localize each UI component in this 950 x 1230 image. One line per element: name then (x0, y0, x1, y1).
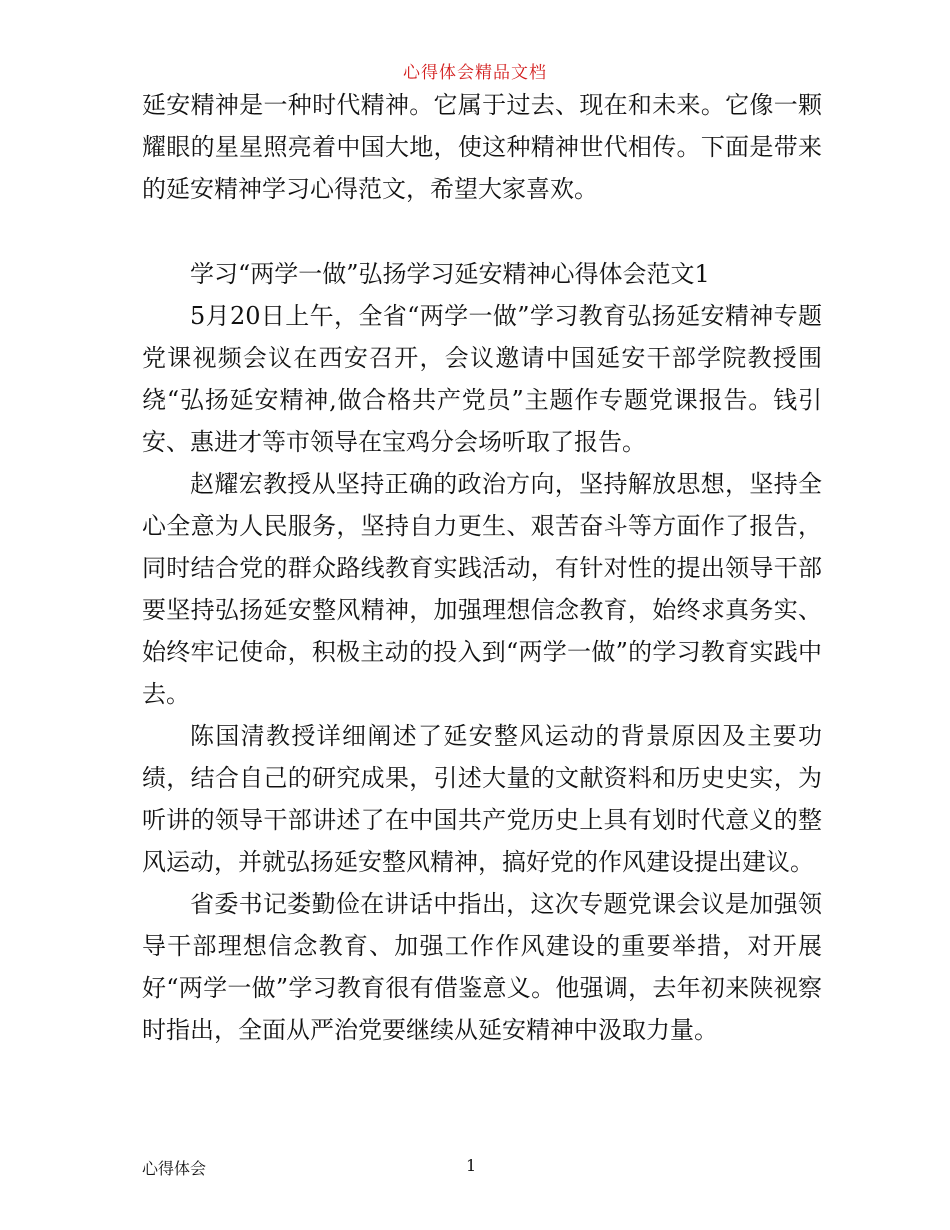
page-number: 1 (466, 1156, 477, 1175)
body-paragraph: 省委书记娄勤俭在讲话中指出，这次专题党课会议是加强领导干部理想信念教育、加强工作作风建设的重要举措，对开展好“两学一做”学习教育很有借鉴意义。他强调，去年初来陕视察时指出，全面从严治党要继续从延安精神中汲取力量。 (142, 890, 822, 1044)
document-body (142, 84, 822, 1051)
intro-paragraph: 延安精神是一种时代精神。它属于过去、现在和未来。它像一颗耀眼的星星照亮着中国大地，使这种精神世代相传。下面是带来的延安精神学习心得范文，希望大家喜欢。 (142, 91, 822, 203)
footer-label: 心得体会 (142, 1159, 207, 1178)
section-title: 学习“两学一做”弘扬学习延安精神心得体会范文1 (190, 260, 710, 288)
body-paragraph: 赵耀宏教授从坚持正确的政治方向，坚持解放思想，坚持全心全意为人民服务，坚持自力更生、艰苦奋斗等方面作了报告，同时结合党的群众路线教育实践活动，有针对性的提出领导干部要坚持弘扬延安整风精神，加强理想信念教育，始终求真务实、始终牢记使命，积极主动的投入到“两学一做”的学习教育实践中去。 (142, 470, 822, 708)
body-paragraph: 5月20日上午，全省“两学一做”学习教育弘扬延安精神专题党课视频会议在西安召开，会议邀请中国延安干部学院教授围绕“弘扬延安精神,做合格共产党员”主题作专题党课报告。钱引安、惠进才等市领导在宝鸡分会场听取了报告。 (142, 302, 822, 456)
header-title: 心得体会精品文档 (403, 63, 547, 83)
body-paragraph: 陈国清教授详细阐述了延安整风运动的背景原因及主要功绩，结合自己的研究成果，引述大量的文献资料和历史史实，为听讲的领导干部讲述了在中国共产党历史上具有划时代意义的整风运动，并就弘扬延安整风精神，搞好党的作风建设提出建议。 (142, 722, 822, 876)
